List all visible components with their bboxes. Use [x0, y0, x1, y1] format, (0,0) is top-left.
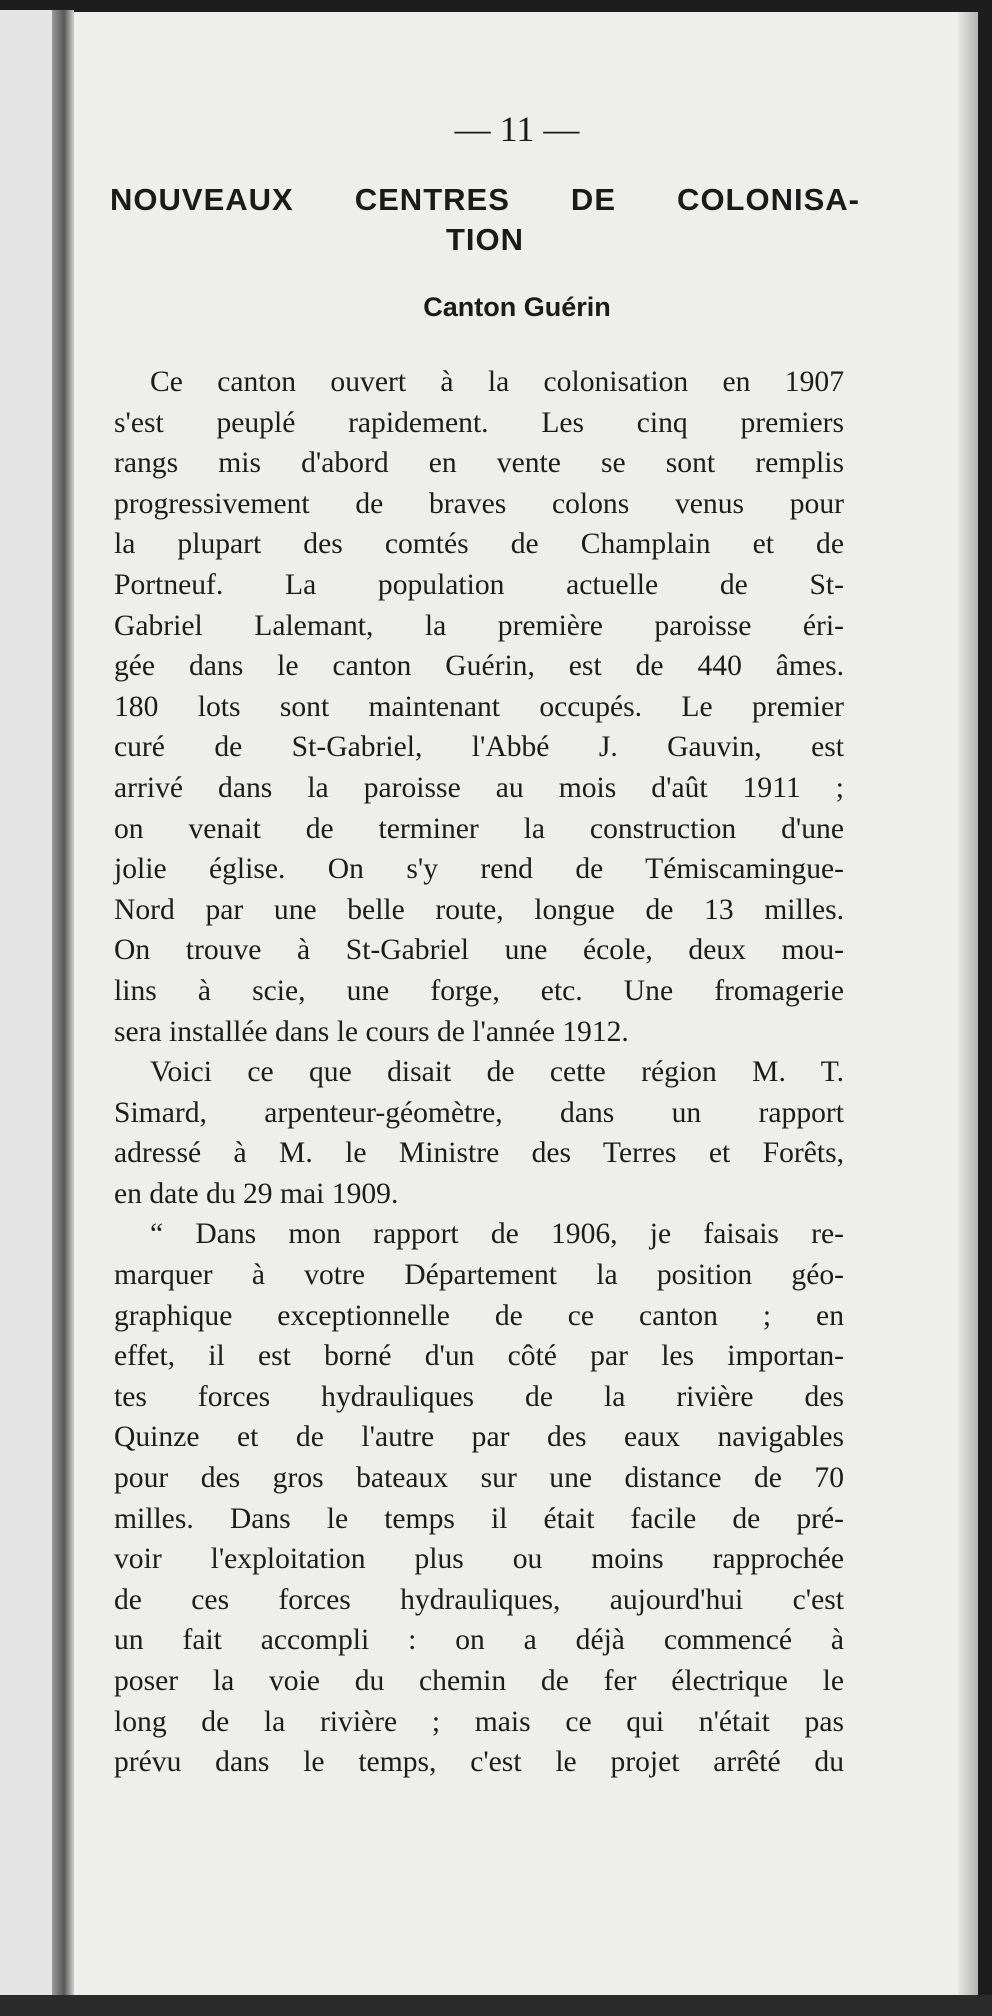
body-text: [114, 362, 844, 1783]
text-line: jolie église. On s'y rend de Témiscamingue-: [114, 853, 844, 886]
book-gutter: [52, 10, 74, 1995]
text-line: prévu dans le temps, c'est le projet arrêté du: [114, 1746, 844, 1779]
section-title-line-1: NOUVEAUX CENTRES DE COLONISA-: [110, 182, 860, 217]
section-title-line-2: TION: [445, 222, 525, 257]
text-line: Nord par une belle route, longue de 13 milles.: [114, 893, 844, 926]
subsection-title: Canton Guérin: [423, 292, 611, 322]
scan-border: [0, 1995, 992, 2016]
text-line: On trouve à St-Gabriel une école, deux mou-: [114, 934, 844, 967]
text-line: gée dans le canton Guérin, est de 440 âmes.: [114, 650, 844, 683]
text-line: long de la rivière ; mais ce qui n'était pas: [114, 1705, 844, 1738]
text-line: rangs mis d'abord en vente se sont remplis: [114, 447, 844, 480]
section-title: [110, 180, 860, 260]
text-line: on venait de terminer la construction d'une: [114, 812, 844, 845]
text-line: de ces forces hydrauliques, aujourd'hui c'est: [114, 1583, 844, 1616]
text-line: Portneuf. La population actuelle de St-: [114, 568, 844, 601]
text-line: arrivé dans la paroisse au mois d'aût 1911 ;: [114, 771, 844, 804]
text-line: effet, il est borné d'un côté par les importan-: [114, 1340, 844, 1373]
text-line: sera installée dans le cours de l'année 1912.: [114, 1015, 629, 1048]
text-line: adressé à M. le Ministre des Terres et Forêts,: [114, 1137, 844, 1170]
text-line: la plupart des comtés de Champlain et de: [114, 528, 844, 561]
text-line: “ Dans mon rapport de 1906, je faisais re-: [150, 1218, 844, 1251]
text-line: Gabriel Lalemant, la première paroisse éri-: [114, 609, 844, 642]
text-line: Quinze et de l'autre par des eaux navigables: [114, 1421, 844, 1454]
text-line: tes forces hydrauliques de la rivière des: [114, 1380, 844, 1413]
text-line: Simard, arpenteur-géomètre, dans un rapport: [114, 1096, 844, 1129]
page-number: — 11 —: [454, 109, 580, 149]
text-line: curé de St-Gabriel, l'Abbé J. Gauvin, est: [114, 731, 844, 764]
text-line: Ce canton ouvert à la colonisation en 1907: [150, 366, 844, 398]
page-edge-shadow: [958, 12, 978, 1995]
text-line: graphique exceptionnelle de ce canton ; en: [114, 1299, 844, 1332]
text-line: un fait accompli : on a déjà commencé à: [114, 1624, 844, 1657]
text-line: lins à scie, une forge, etc. Une fromagerie: [114, 974, 844, 1007]
text-line: en date du 29 mai 1909.: [114, 1177, 399, 1210]
text-line: progressivement de braves colons venus pour: [114, 487, 844, 520]
text-line: s'est peuplé rapidement. Les cinq premiers: [114, 406, 844, 439]
text-line: poser la voie du chemin de fer électrique le: [114, 1665, 844, 1697]
text-line: voir l'exploitation plus ou moins rapprochée: [114, 1543, 844, 1576]
text-line: milles. Dans le temps il était facile de pré-: [114, 1502, 844, 1535]
text-line: Voici ce que disait de cette région M. T.: [150, 1056, 844, 1089]
text-line: pour des gros bateaux sur une distance de 70: [114, 1462, 844, 1495]
text-line: marquer à votre Département la position géo-: [114, 1259, 844, 1292]
text-line: 180 lots sont maintenant occupés. Le premier: [114, 690, 844, 723]
